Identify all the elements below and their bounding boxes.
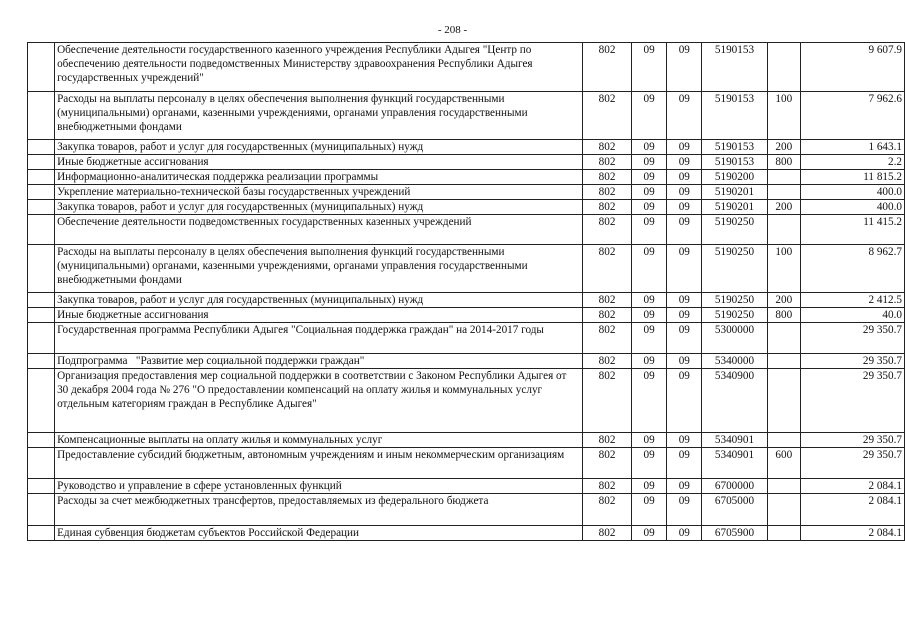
ministry-code: 802: [583, 170, 632, 185]
blank-cell: [28, 155, 55, 170]
ministry-code: 802: [583, 245, 632, 293]
table-row: [28, 369, 905, 433]
subsection-code: 09: [667, 200, 702, 215]
target-article-code: 5190201: [702, 200, 767, 215]
expense-type-code: [767, 185, 801, 200]
table-row: [28, 170, 905, 185]
ministry-code: 802: [583, 308, 632, 323]
blank-cell: [28, 308, 55, 323]
section-code: 09: [631, 448, 666, 479]
page-number: - 208 -: [437, 24, 468, 36]
blank-cell: [28, 43, 55, 92]
item-name: Компенсационные выплаты на оплату жилья и коммунальных услуг: [55, 433, 583, 448]
target-article-code: 5190153: [702, 155, 767, 170]
subsection-code: 09: [667, 354, 702, 369]
blank-cell: [28, 215, 55, 245]
expense-type-code: [767, 479, 801, 494]
subsection-code: 09: [667, 433, 702, 448]
blank-cell: [28, 245, 55, 293]
amount: 11 815.2: [801, 170, 905, 185]
expense-type-code: 200: [767, 293, 801, 308]
target-article-code: 5190250: [702, 308, 767, 323]
ministry-code: 802: [583, 215, 632, 245]
blank-cell: [28, 185, 55, 200]
expense-type-code: [767, 323, 801, 354]
subsection-code: 09: [667, 245, 702, 293]
subsection-code: 09: [667, 479, 702, 494]
amount: 8 962.7: [801, 245, 905, 293]
amount: 11 415.2: [801, 215, 905, 245]
ministry-code: 802: [583, 526, 632, 541]
ministry-code: 802: [583, 369, 632, 433]
subsection-code: 09: [667, 215, 702, 245]
table-row: [28, 245, 905, 293]
section-code: 09: [631, 293, 666, 308]
amount: 29 350.7: [801, 369, 905, 433]
target-article-code: 5190200: [702, 170, 767, 185]
target-article-code: 6705900: [702, 526, 767, 541]
section-code: 09: [631, 155, 666, 170]
table-row: [28, 140, 905, 155]
item-name: Государственная программа Республики Адыгея "Социальная поддержка граждан" на 2014-2017 годы: [55, 323, 583, 354]
target-article-code: 5340901: [702, 433, 767, 448]
section-code: 09: [631, 215, 666, 245]
section-code: 09: [631, 245, 666, 293]
item-name: Иные бюджетные ассигнования: [55, 155, 583, 170]
amount: 29 350.7: [801, 433, 905, 448]
target-article-code: 5190250: [702, 245, 767, 293]
expense-type-code: 600: [767, 448, 801, 479]
table-row: [28, 200, 905, 215]
amount: 1 643.1: [801, 140, 905, 155]
blank-cell: [28, 92, 55, 140]
blank-cell: [28, 369, 55, 433]
subsection-code: 09: [667, 369, 702, 433]
blank-cell: [28, 479, 55, 494]
expense-type-code: [767, 369, 801, 433]
item-name: Иные бюджетные ассигнования: [55, 308, 583, 323]
ministry-code: 802: [583, 200, 632, 215]
table-row: [28, 293, 905, 308]
amount: 29 350.7: [801, 323, 905, 354]
target-article-code: 5340900: [702, 369, 767, 433]
subsection-code: 09: [667, 140, 702, 155]
ministry-code: 802: [583, 354, 632, 369]
table-row: [28, 354, 905, 369]
amount: 400.0: [801, 200, 905, 215]
section-code: 09: [631, 200, 666, 215]
expense-type-code: [767, 526, 801, 541]
expense-type-code: [767, 170, 801, 185]
blank-cell: [28, 354, 55, 369]
amount: 29 350.7: [801, 354, 905, 369]
section-code: 09: [631, 369, 666, 433]
blank-cell: [28, 170, 55, 185]
item-name: Расходы на выплаты персоналу в целях обеспечения выполнения функций государственными (муниципальными) органами, казенными учреждениями, органами управления государственными внебюджетными фондами: [55, 92, 583, 140]
section-code: 09: [631, 526, 666, 541]
target-article-code: 5340901: [702, 448, 767, 479]
ministry-code: 802: [583, 494, 632, 526]
table-row: [28, 479, 905, 494]
subsection-code: 09: [667, 494, 702, 526]
target-article-code: 5190250: [702, 215, 767, 245]
expense-type-code: 100: [767, 245, 801, 293]
item-name: Закупка товаров, работ и услуг для государственных (муниципальных) нужд: [55, 293, 583, 308]
table-row: [28, 494, 905, 526]
table-row: [28, 185, 905, 200]
amount: 2 412.5: [801, 293, 905, 308]
section-code: 09: [631, 185, 666, 200]
section-code: 09: [631, 170, 666, 185]
ministry-code: 802: [583, 140, 632, 155]
expense-type-code: [767, 215, 801, 245]
target-article-code: 5300000: [702, 323, 767, 354]
table-row: [28, 433, 905, 448]
item-name: Единая субвенция бюджетам субъектов Российской Федерации: [55, 526, 583, 541]
target-article-code: 5340000: [702, 354, 767, 369]
amount: 7 962.6: [801, 92, 905, 140]
item-name: Расходы на выплаты персоналу в целях обеспечения выполнения функций государственными (муниципальными) органами, казенными учреждениями, органами управления государственными внебюджетными фондами: [55, 245, 583, 293]
blank-cell: [28, 433, 55, 448]
amount: 2 084.1: [801, 494, 905, 526]
target-article-code: 5190153: [702, 92, 767, 140]
amount: 9 607.9: [801, 43, 905, 92]
blank-cell: [28, 200, 55, 215]
item-name: Информационно-аналитическая поддержка реализации программы: [55, 170, 583, 185]
section-code: 09: [631, 43, 666, 92]
section-code: 09: [631, 140, 666, 155]
item-name: Обеспечение деятельности государственного казенного учреждения Республики Адыгея "Центр по обеспечению деятельности подведомственных Министерству здравоохранения Республики Адыгея государственных учреждений": [55, 43, 583, 92]
section-code: 09: [631, 433, 666, 448]
ministry-code: 802: [583, 293, 632, 308]
table-row: [28, 155, 905, 170]
blank-cell: [28, 293, 55, 308]
section-code: 09: [631, 479, 666, 494]
subsection-code: 09: [667, 155, 702, 170]
item-name: Предоставление субсидий бюджетным, автономным учреждениям и иным некоммерческим организациям: [55, 448, 583, 479]
subsection-code: 09: [667, 308, 702, 323]
ministry-code: 802: [583, 155, 632, 170]
blank-cell: [28, 494, 55, 526]
section-code: 09: [631, 494, 666, 526]
section-code: 09: [631, 308, 666, 323]
amount: 40.0: [801, 308, 905, 323]
subsection-code: 09: [667, 185, 702, 200]
budget-table: [27, 42, 905, 541]
ministry-code: 802: [583, 448, 632, 479]
table-row: [28, 323, 905, 354]
blank-cell: [28, 448, 55, 479]
target-article-code: 5190153: [702, 43, 767, 92]
item-name: Закупка товаров, работ и услуг для государственных (муниципальных) нужд: [55, 140, 583, 155]
expense-type-code: 200: [767, 200, 801, 215]
subsection-code: 09: [667, 448, 702, 479]
section-code: 09: [631, 354, 666, 369]
amount: 2 084.1: [801, 479, 905, 494]
ministry-code: 802: [583, 323, 632, 354]
amount: 29 350.7: [801, 448, 905, 479]
expense-type-code: 200: [767, 140, 801, 155]
table-row: [28, 43, 905, 92]
amount: 2 084.1: [801, 526, 905, 541]
subsection-code: 09: [667, 92, 702, 140]
expense-type-code: 800: [767, 155, 801, 170]
item-name: Расходы за счет межбюджетных трансфертов, предоставляемых из федерального бюджета: [55, 494, 583, 526]
target-article-code: 6705000: [702, 494, 767, 526]
target-article-code: 6700000: [702, 479, 767, 494]
ministry-code: 802: [583, 433, 632, 448]
subsection-code: 09: [667, 323, 702, 354]
blank-cell: [28, 140, 55, 155]
blank-cell: [28, 526, 55, 541]
table-row: [28, 448, 905, 479]
item-name: Организация предоставления мер социальной поддержки в соответствии с Законом Республики Адыгея от 30 декабря 2004 года № 276 "О предоставлении компенсаций на оплату жилья и коммунальных услуг отдельным категориям граждан в Республике Адыгея": [55, 369, 583, 433]
blank-cell: [28, 323, 55, 354]
target-article-code: 5190153: [702, 140, 767, 155]
item-name: Укрепление материально-технической базы государственных учреждений: [55, 185, 583, 200]
item-name: Руководство и управление в сфере установленных функций: [55, 479, 583, 494]
expense-type-code: 100: [767, 92, 801, 140]
expense-type-code: [767, 43, 801, 92]
expense-type-code: [767, 354, 801, 369]
item-name: Закупка товаров, работ и услуг для государственных (муниципальных) нужд: [55, 200, 583, 215]
table-row: [28, 308, 905, 323]
ministry-code: 802: [583, 185, 632, 200]
item-name: Обеспечение деятельности подведомственных государственных казенных учреждений: [55, 215, 583, 245]
target-article-code: 5190201: [702, 185, 767, 200]
section-code: 09: [631, 323, 666, 354]
target-article-code: 5190250: [702, 293, 767, 308]
section-code: 09: [631, 92, 666, 140]
expense-type-code: [767, 433, 801, 448]
table-row: [28, 215, 905, 245]
subsection-code: 09: [667, 526, 702, 541]
table-row: [28, 526, 905, 541]
item-name: Подпрограмма "Развитие мер социальной поддержки граждан": [55, 354, 583, 369]
ministry-code: 802: [583, 43, 632, 92]
expense-type-code: [767, 494, 801, 526]
table-row: [28, 92, 905, 140]
expense-type-code: 800: [767, 308, 801, 323]
amount: 400.0: [801, 185, 905, 200]
subsection-code: 09: [667, 293, 702, 308]
subsection-code: 09: [667, 43, 702, 92]
subsection-code: 09: [667, 170, 702, 185]
amount: 2.2: [801, 155, 905, 170]
ministry-code: 802: [583, 479, 632, 494]
ministry-code: 802: [583, 92, 632, 140]
